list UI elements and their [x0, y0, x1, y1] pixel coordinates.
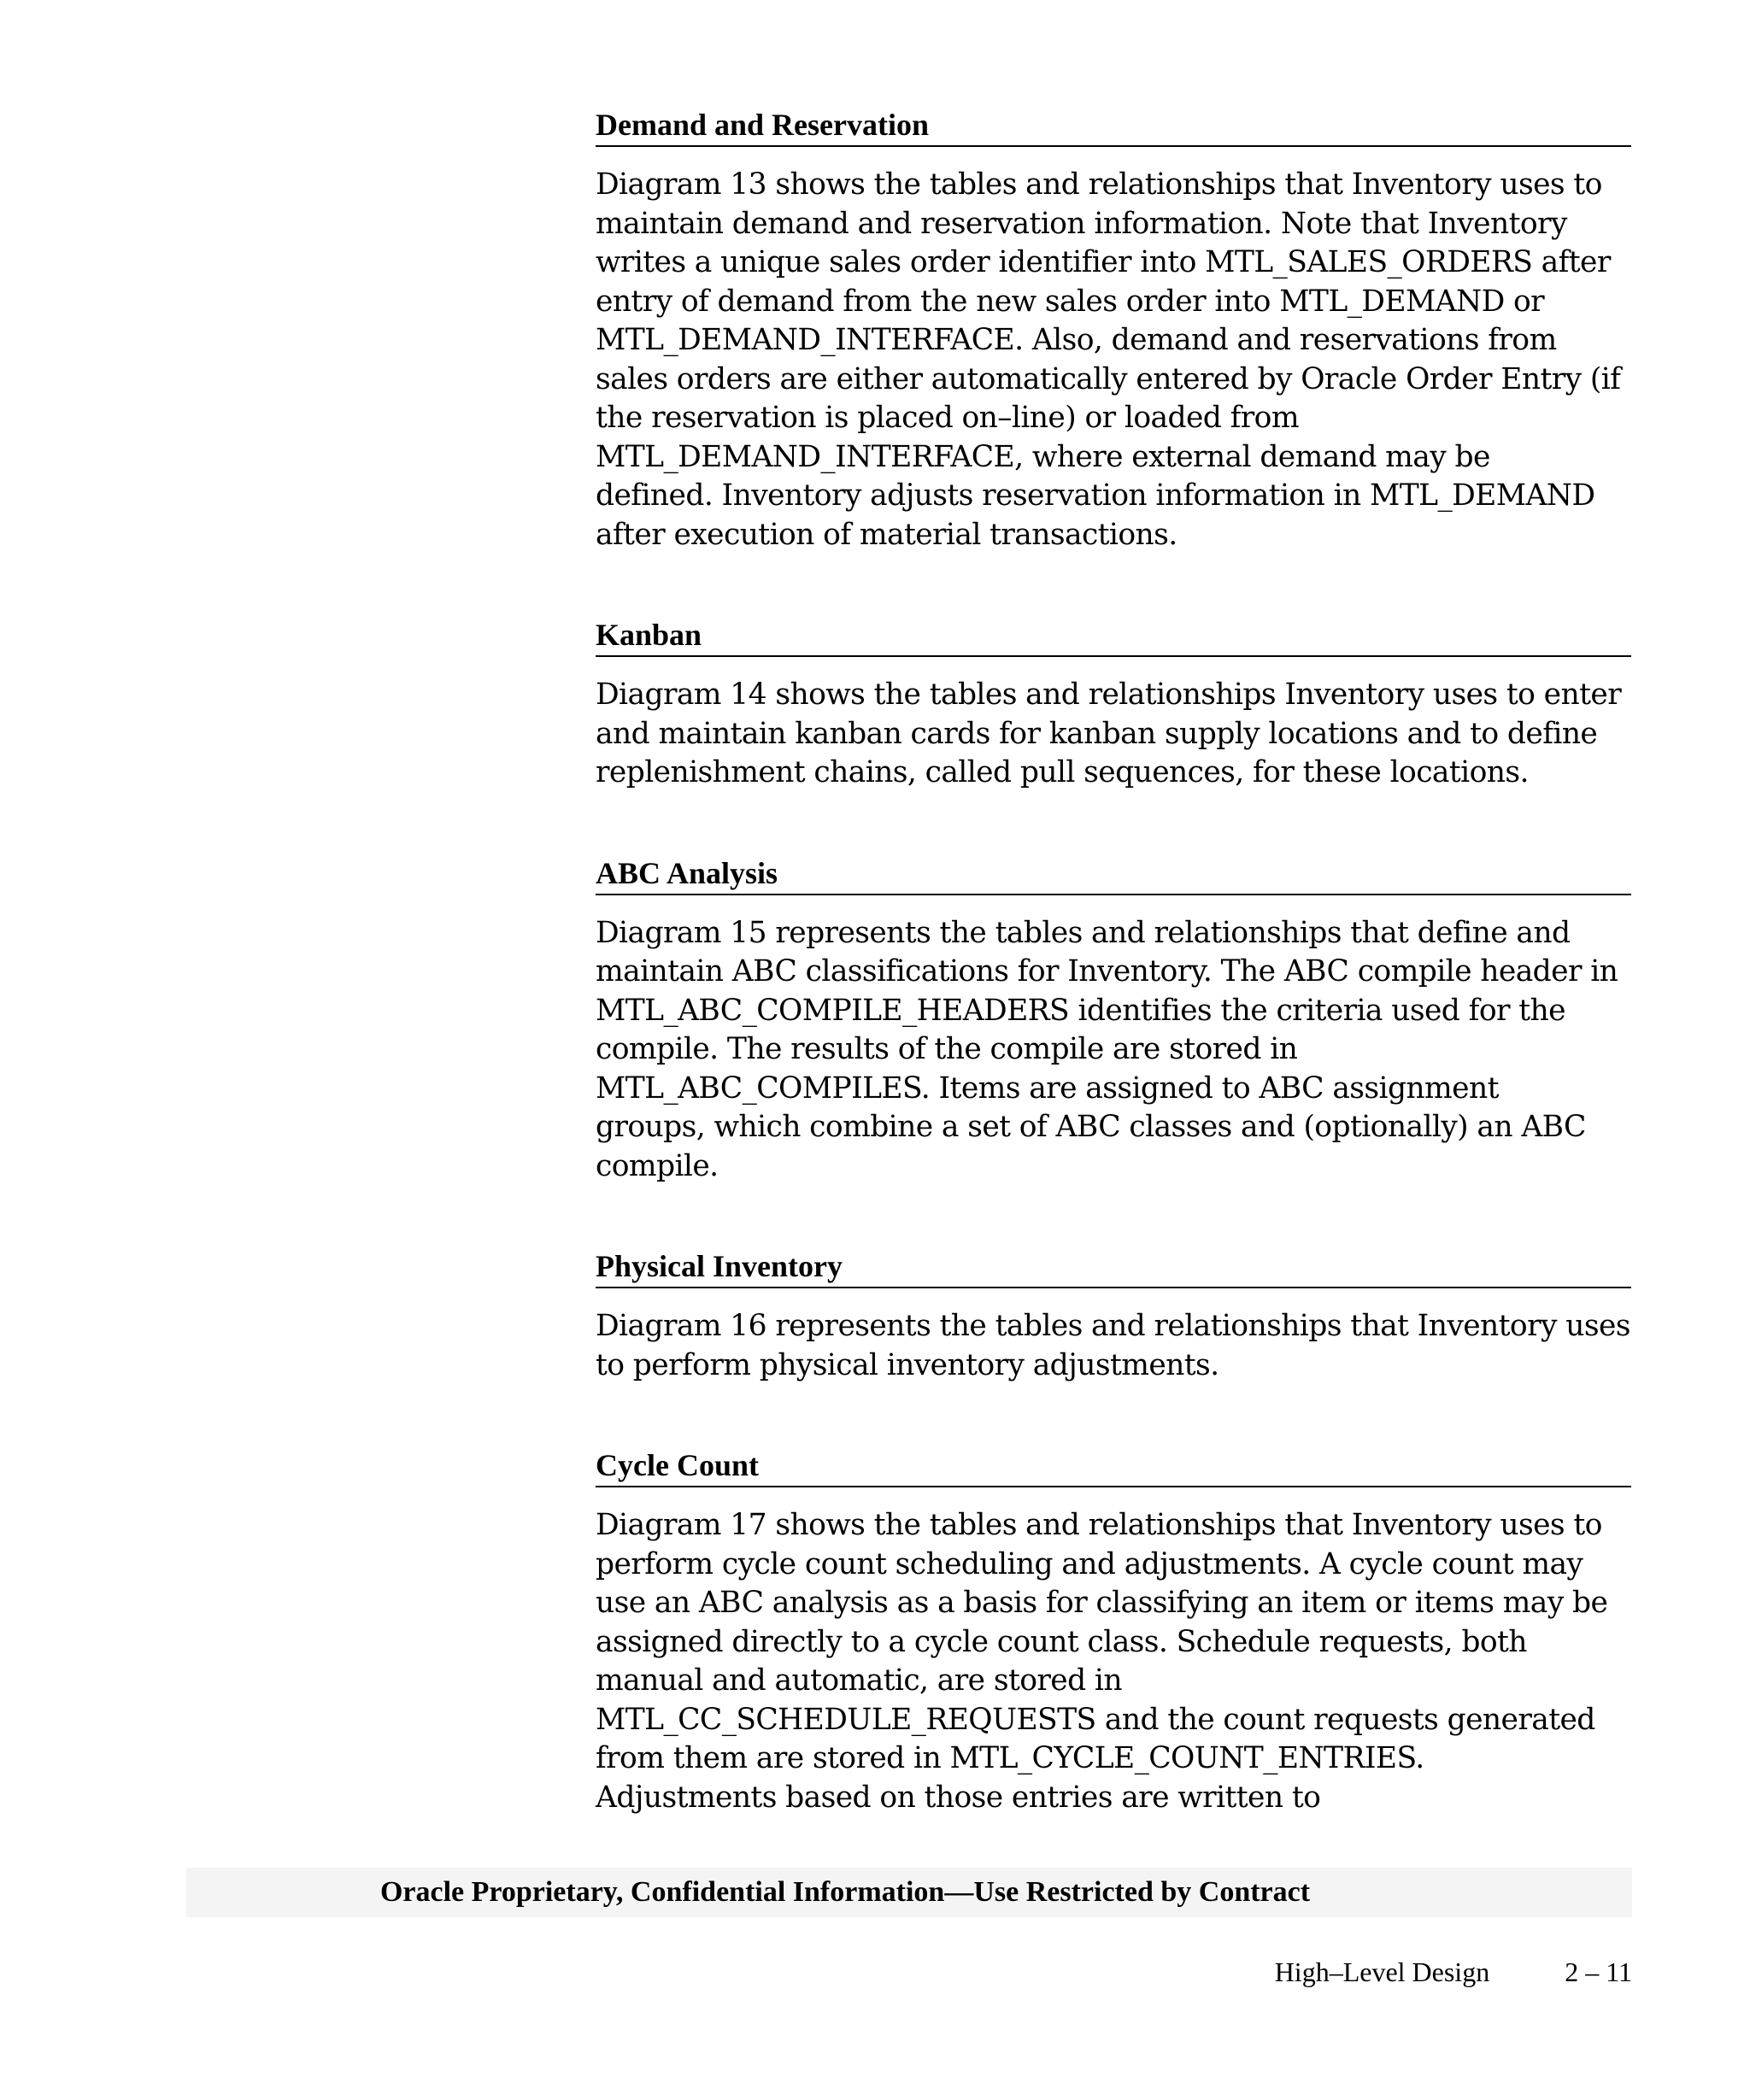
section-body: Diagram 15 represents the tables and relationships that define and maintain ABC classifications for Inventory. The ABC compile header in MTL_ABC_COMPILE_HEADERS identifies the criteria used for the compile. The results of the compile are stored in MTL_ABC_COMPILES. Items are assigned to ABC assignment groups, which combine a set of ABC classes and (optionally) an ABC compile.	[596, 915, 1618, 1183]
section-body: Diagram 16 represents the tables and relationships that Inventory uses to perform physical inventory adjustments.	[596, 1309, 1630, 1382]
section-demand-and-reservation	[596, 106, 1631, 554]
section-kanban	[596, 616, 1631, 793]
section-body: Diagram 17 shows the tables and relationships that Inventory uses to perform cycle count scheduling and adjustments. A cycle count may use an ABC analysis as a basis for classifying an item or items may be assigned directly to a cycle count class. Schedule requests, both manual and automatic, are stored in MTL_CC_SCHEDULE_REQUESTS and the count requests generated from them are stored in MTL_CYCLE_COUNT_ENTRIES. Adjustments based on those entries are written to	[596, 1508, 1608, 1815]
page-content	[596, 106, 1631, 1879]
section-body: Diagram 14 shows the tables and relationships Inventory uses to enter and maintain kanban cards for kanban supply locations and to define replenishment chains, called pull sequences, for these locations.	[596, 678, 1622, 789]
section-heading: ABC Analysis	[596, 854, 1631, 895]
section-physical-inventory	[596, 1247, 1631, 1385]
section-heading: Demand and Reservation	[596, 106, 1631, 147]
page-number: 2 – 11	[1565, 1956, 1632, 1987]
section-cycle-count	[596, 1446, 1631, 1817]
confidential-notice: Oracle Proprietary, Confidential Information––Use Restricted by Contract	[379, 1876, 1311, 1908]
section-heading: Physical Inventory	[596, 1247, 1631, 1288]
section-heading: Cycle Count	[596, 1446, 1631, 1487]
page-footer	[1275, 1956, 1632, 1988]
section-abc-analysis	[596, 854, 1631, 1187]
section-body: Diagram 13 shows the tables and relationships that Inventory uses to maintain demand and reservation information. Note that Inventory writes a unique sales order identifier into MTL_SALES_ORDERS after entry of demand from the new sales order into MTL_DEMAND or MTL_DEMAND_INTERFACE. Also, demand and reservations from sales orders are either automatically entered by Oracle Order Entry (if the reservation is placed on–line) or loaded from MTL_DEMAND_INTERFACE, where external demand may be defined. Inventory adjusts reservation information in MTL_DEMAND after execution of material transactions.	[596, 167, 1621, 552]
footer-title: High–Level Design	[1274, 1956, 1490, 1987]
section-heading: Kanban	[596, 616, 1631, 657]
confidential-notice-bar	[186, 1868, 1632, 1917]
